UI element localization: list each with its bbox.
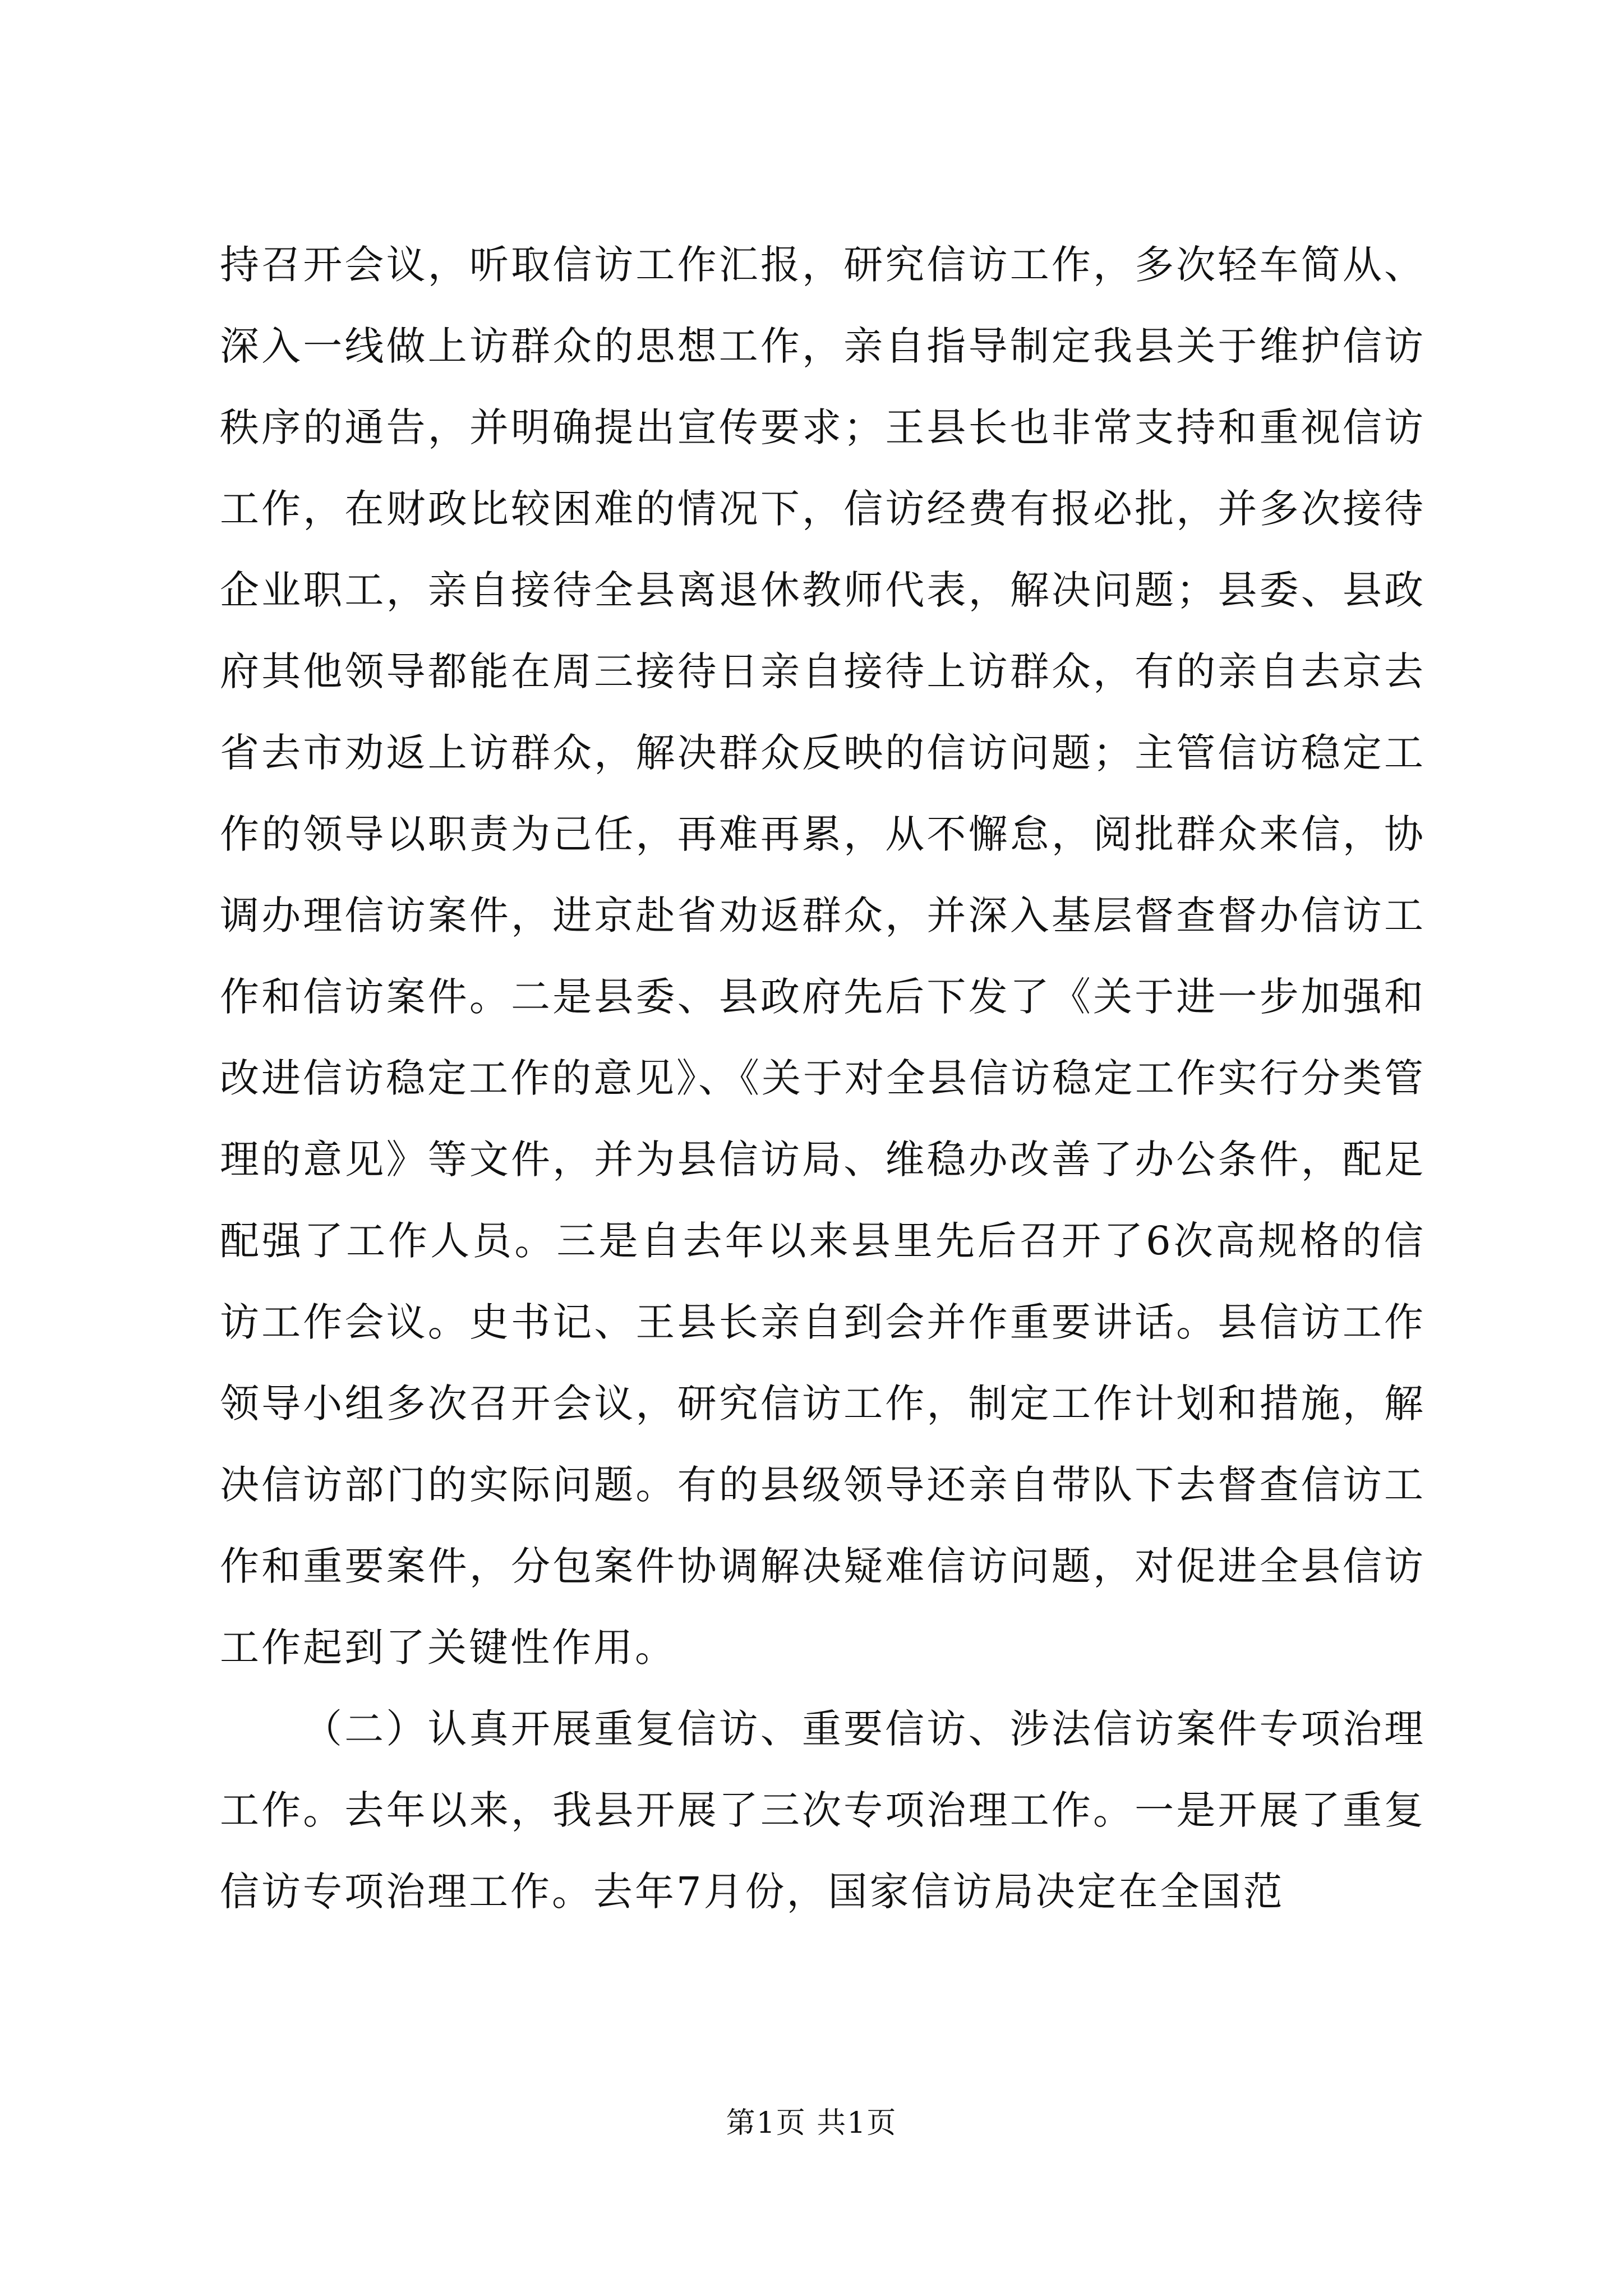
document-body [220, 224, 1426, 1932]
paragraph-continued: 持召开会议，听取信访工作汇报，研究信访工作，多次轻车简从、深入一线做上访群众的思想工作，亲自指导制定我县关于维护信访秩序的通告，并明确提出宣传要求；王县长也非常支持和重视信访工作，在财政比较困难的情况下，信访经费有报必批，并多次接待企业职工，亲自接待全县离退休教师代表，解决问题；县委、县政府其他领导都能在周三接待日亲自接待上访群众，有的亲自去京去省去市劝返上访群众，解决群众反映的信访问题；主管信访稳定工作的领导以职责为己任，再难再累，从不懈怠，阅批群众来信，协调办理信访案件，进京赴省劝返群众，并深入基层督查督办信访工作和信访案件。二是县委、县政府先后下发了《关于进一步加强和改进信访稳定工作的意见》、《关于对全县信访稳定工作实行分类管理的意见》等文件，并为县信访局、维稳办改善了办公条件，配足配强了工作人员。三是自去年以来县里先后召开了6次高规格的信访工作会议。史书记、王县长亲自到会并作重要讲话。县信访工作领导小组多次召开会议，研究信访工作，制定工作计划和措施，解决信访部门的实际问题。有的县级领导还亲自带队下去督查信访工作和重要案件，分包案件协调解决疑难信访问题，对促进全县信访工作起到了关键性作用。 [220, 242, 1426, 1671]
page-footer: 第1页 共1页 [726, 2106, 897, 2140]
paragraph-section-two: （二）认真开展重复信访、重要信访、涉法信访案件专项治理工作。去年以来，我县开展了三次专项治理工作。一是开展了重复信访专项治理工作。去年7月份，国家信访局决定在全国范 [220, 1706, 1426, 1915]
